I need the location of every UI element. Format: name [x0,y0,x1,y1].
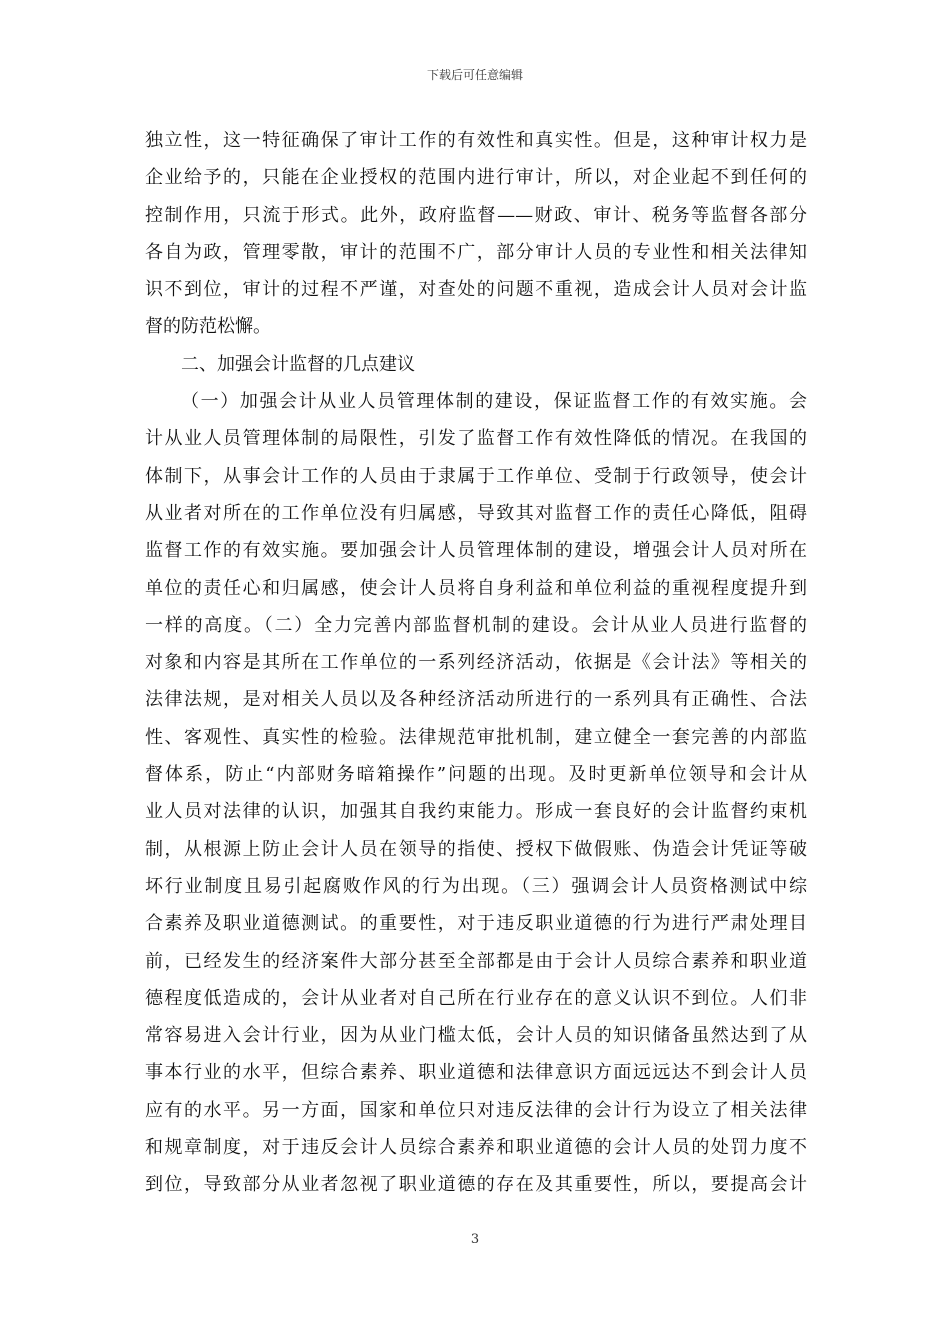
text-line: 督体系，防止“内部财务暗箱操作”问题的出现。及时更新单位领导和会计从 [145,764,807,786]
text-line: 合素养及职业道德测试。的重要性，对于违反职业道德的行为进行严肃处理目 [145,913,807,935]
text-line: 企业给予的，只能在企业授权的范围内进行审计，所以，对企业起不到任何的 [145,167,807,189]
text-line: 和规章制度，对于违反会计人员综合素养和职业道德的会计人员的处罚力度不 [145,1137,807,1159]
text-line: 业人员对法律的认识，加强其自我约束能力。形成一套良好的会计监督约束机 [145,801,807,823]
section-heading: 二、加强会计监督的几点建议 [181,353,415,375]
text-line: 识不到位，审计的过程不严谨，对查处的问题不重视，造成会计人员对会计监 [145,279,807,301]
text-line: 监督工作的有效实施。要加强会计人员管理体制的建设，增强会计人员对所在 [145,540,807,562]
text-line: 对象和内容是其所在工作单位的一系列经济活动，依据是《会计法》等相关的 [145,652,807,674]
text-line: 坏行业制度且易引起腐败作风的行为出现。（三）强调会计人员资格测试中综 [145,875,807,897]
text-line: 法律法规，是对相关人员以及各种经济活动所进行的一系列具有正确性、合法 [145,689,807,711]
text-line: 控制作用，只流于形式。此外，政府监督——财政、审计、税务等监督各部分 [145,204,807,226]
text-line: （一）加强会计从业人员管理体制的建设，保证监督工作的有效实施。会 [181,391,807,413]
text-line: 从业者对所在的工作单位没有归属感，导致其对监督工作的责任心降低，阻碍 [145,502,807,524]
text-line: 督的防范松懈。 [145,316,271,338]
text-line: 性、客观性、真实性的检验。法律规范审批机制，建立健全一套完善的内部监 [145,726,807,748]
text-line: 常容易进入会计行业，因为从业门槛太低，会计人员的知识储备虽然达到了从 [145,1025,807,1047]
text-line: 到位，导致部分从业者忽视了职业道德的存在及其重要性，所以，要提高会计 [145,1174,807,1196]
text-line: 应有的水平。另一方面，国家和单位只对违反法律的会计行为设立了相关法律 [145,1099,807,1121]
text-line: 前，已经发生的经济案件大部分甚至全部都是由于会计人员综合素养和职业道 [145,950,807,972]
text-line: 独立性，这一特征确保了审计工作的有效性和真实性。但是，这种审计权力是 [145,130,807,151]
text-line: 单位的责任心和归属感，使会计人员将自身利益和单位利益的重视程度提升到 [145,577,807,599]
text-line: 体制下，从事会计工作的人员由于隶属于工作单位、受制于行政领导，使会计 [145,465,807,487]
text-line: 事本行业的水平，但综合素养、职业道德和法律意识方面远远达不到会计人员 [145,1062,807,1084]
text-line: 各自为政，管理零散，审计的范围不广，部分审计人员的专业性和相关法律知 [145,241,807,263]
document-body [145,122,807,1204]
text-line: 德程度低造成的，会计从业者对自己所在行业存在的意义认识不到位。人们非 [145,987,807,1009]
page-number: 3 [470,1232,480,1247]
text-line: 制，从根源上防止会计人员在领导的指使、授权下做假账、伪造会计凭证等破 [145,838,807,860]
page-header: 下载后可任意编辑 [426,68,523,82]
text-line: 计从业人员管理体制的局限性，引发了监督工作有效性降低的情况。在我国的 [145,428,807,450]
text-line: 一样的高度。（二）全力完善内部监督机制的建设。会计从业人员进行监督的 [145,614,807,636]
